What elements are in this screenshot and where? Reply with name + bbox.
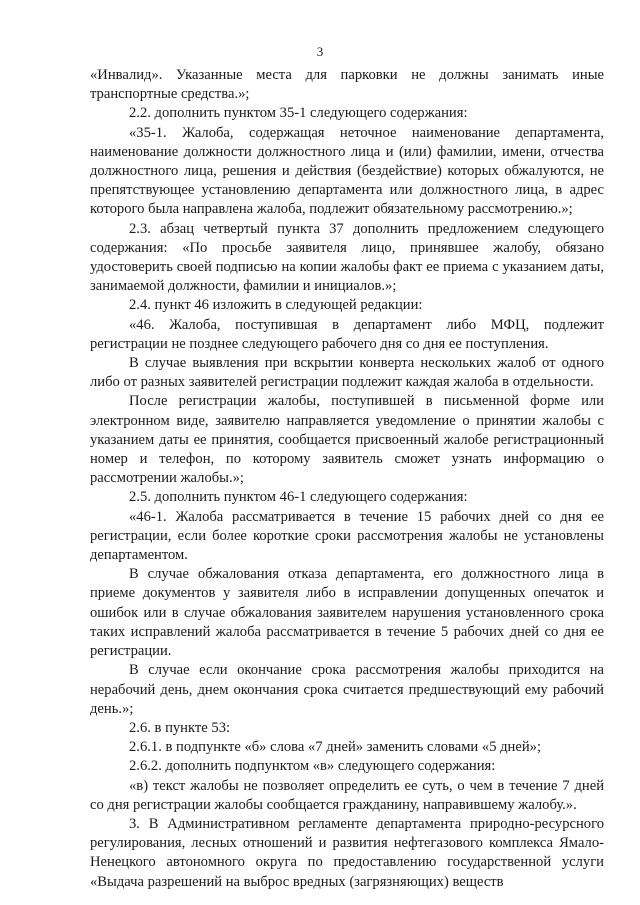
paragraph: 2.6. в пункте 53: [129,719,231,736]
paragraph: «46-1. Жалоба рассматривается в течение 15 рабочих дней со дня ее регистрации, если более короткие сроки рассмотрения жалобы не установлены департаментом. [90,508,604,564]
paragraph: 2.4. пункт 46 изложить в следующей редакции: [129,297,423,314]
paragraph: «в) текст жалобы не позволяет определить ее суть, о чем в течение 7 дней со дня регистрации жалобы сообщается гражданину, направившему жалобу.». [90,777,604,813]
paragraph: В случае обжалования отказа департамента, его должностного лица в приеме документов у заявителя либо в исправлении допущенных опечаток и ошибок или в случае обжалования заявителем нарушения установленного срока таких исправлений жалоба рассматривается в течение 5 рабочих дней со дня ее регистрации. [90,566,604,660]
paragraph: После регистрации жалобы, поступившей в письменной форме или электронном виде, заявителю направляется уведомление о принятии жалобы с указанием даты ее принятия, сообщается присвоенный жалобе регистрационный номер и телефон, по которому заявитель сможет узнать информацию о рассмотрении жалобы.»; [90,393,604,487]
paragraph: 2.6.2. дополнить подпунктом «в» следующего содержания: [129,758,496,775]
paragraph: 2.5. дополнить пунктом 46-1 следующего содержания: [129,489,468,506]
paragraph: «46. Жалоба, поступившая в департамент либо МФЦ, подлежит регистрации не позднее следующего рабочего дня со дня ее поступления. [90,316,604,352]
paragraph: В случае выявления при вскрытии конверта нескольких жалоб от одного либо от разных заявителей регистрации подлежит каждая жалоба в отдельности. [90,355,604,391]
paragraph: 2.6.1. в подпункте «б» слова «7 дней» заменить словами «5 дней»; [129,739,542,756]
paragraph: 2.3. абзац четвертый пункта 37 дополнить предложением следующего содержания: «По просьбе заявителя лицо, принявшее жалобу, обязано удостоверить своей подписью на копии жалобы факт ее приема с указанием даты, занимаемой должности, фамилии и инициалов.»; [90,220,604,295]
document-body [90,66,604,892]
paragraph: 2.2. дополнить пунктом 35-1 следующего содержания: [129,105,468,122]
paragraph: В случае если окончание срока рассмотрения жалобы приходится на нерабочий день, днем окончания срока считается предшествующий ему рабочий день.»; [90,662,604,717]
paragraph: 3. В Административном регламенте департамента природно-ресурсного регулирования, лесных отношений и развития нефтегазового комплекса Ямало-Ненецкого автономного округа по предоставлению государственной услуги «Выдача разрешений на выброс вредных (загрязняющих) веществ [90,815,604,890]
page-number: 3 [316,44,324,59]
paragraph: «Инвалид». Указанные места для парковки не должны занимать иные транспортные средства.»; [90,67,604,103]
paragraph: «35-1. Жалоба, содержащая неточное наименование департамента, наименование должности должностного лица и (или) фамилии, имени, отчества должностного лица, решения и действия (бездействие) которых обжалуются, не препятствующее установлению департамента или должностного лица, в адрес которого была направлена жалоба, подлежит обязательному рассмотрению.»; [90,124,604,218]
